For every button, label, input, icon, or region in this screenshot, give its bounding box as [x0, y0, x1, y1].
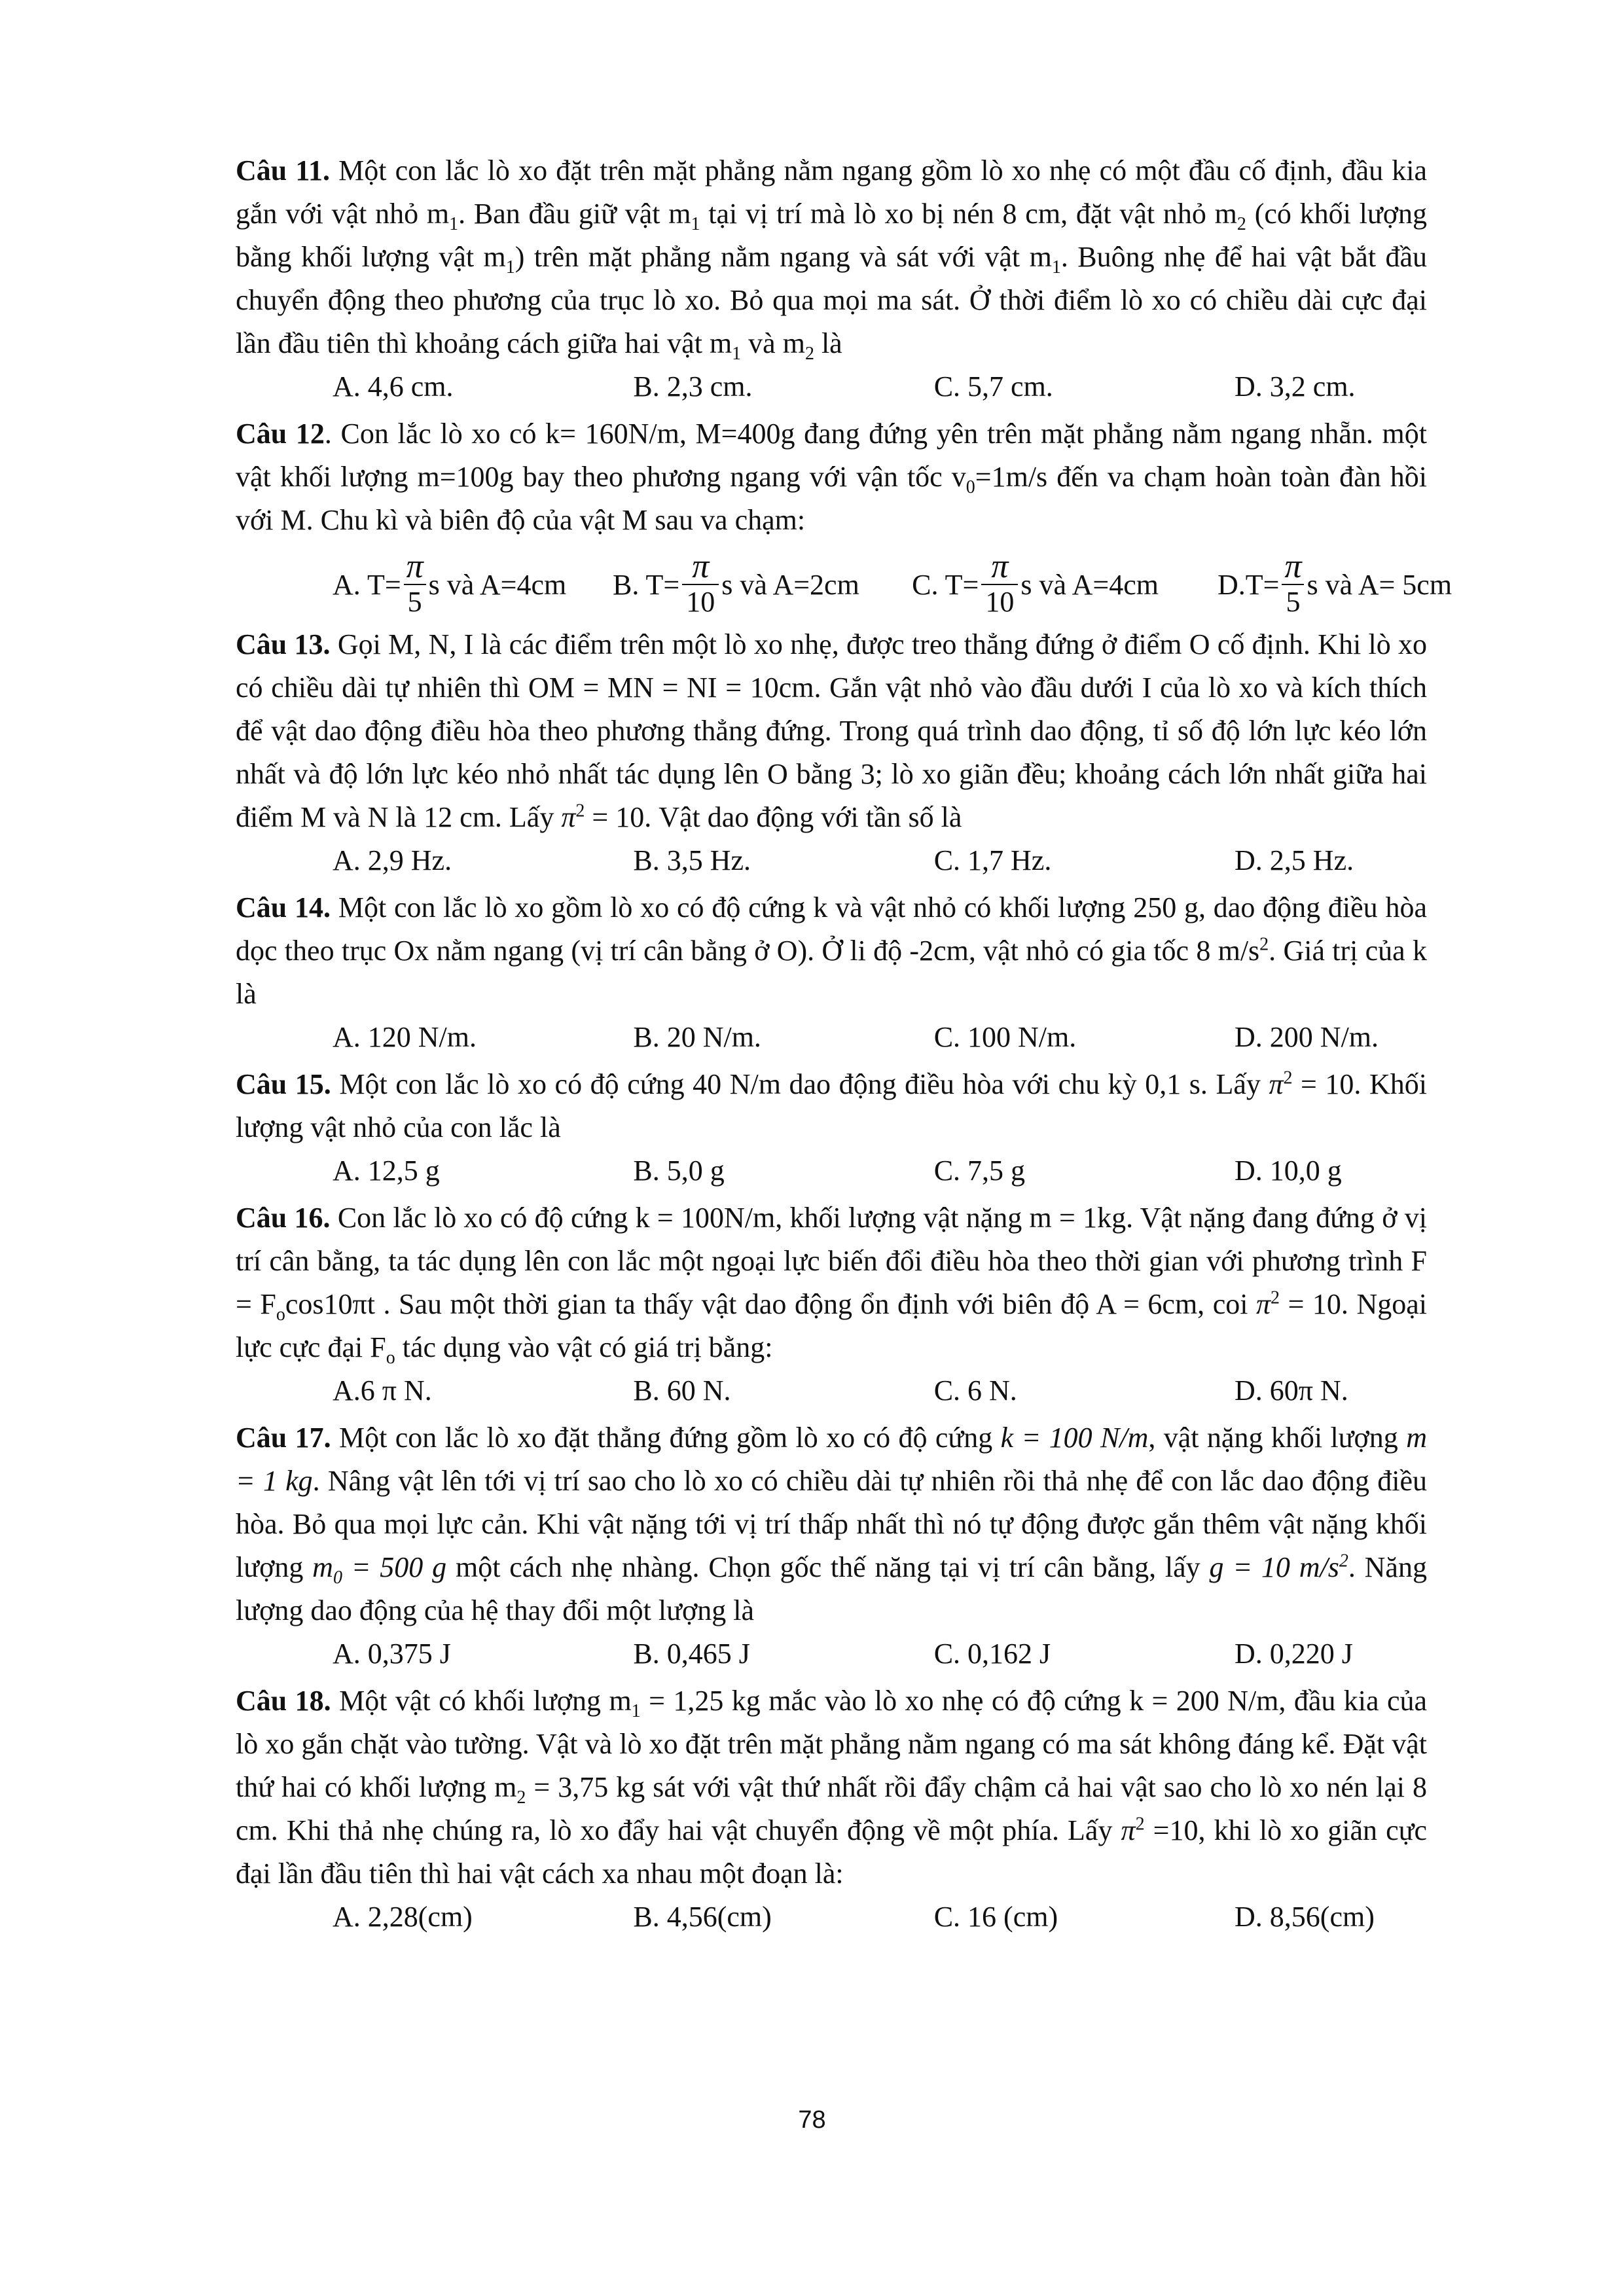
answer-options — [236, 1895, 1427, 1939]
question-15: Câu 15. Một con lắc lò xo có độ cứng 40 N/m dao động điều hòa với chu kỳ 0,1 s. Lấy $\pi^2 = 10$. Khối lượng vật nhỏ của con lắc là — [236, 1067, 1427, 1143]
question-label: Câu 13. — [236, 628, 331, 660]
option-a: A. 0,375 J — [333, 1638, 451, 1670]
option-d: D. 0,220 J — [1235, 1638, 1353, 1670]
option-d: D. 60π N. — [1235, 1374, 1348, 1407]
option-c: C. 1,7 Hz. — [933, 844, 1052, 876]
fraction: $\frac{\pi}{5}$ — [404, 550, 426, 619]
option-d: D. 3,2 cm. — [1235, 370, 1356, 403]
fraction: $\frac{\pi}{5}$ — [1282, 550, 1304, 619]
option-b: B. T= $\frac{\pi}{10}$ s và A=2cm — [612, 548, 859, 618]
option-c: C. 0,162 J — [933, 1638, 1051, 1670]
option-c: C. 6 N. — [933, 1374, 1017, 1407]
question-label: Câu 18. — [236, 1685, 331, 1717]
question-18: Câu 18. Một vật có khối lượng $m_1 = 1,25$ kg mắc vào lò xo nhẹ có độ cứng k = 200 N/m, đầu kia của lò xo gắn chặt vào tường. Vật và lò xo đặt trên mặt phẳng nằm ngang có ma sát không đáng kể. Đặt vật thứ hai có khối lượng $m_2 = 3,75$ kg sát với vật thứ nhất rồi đẩy chậm cả hai vật sao cho lò xo nén lại 8 cm. Khi thả nhẹ chúng ra, lò xo đẩy hai vật chuyển động về một phía. Lấy $\pi^2 =10$, khi lò xo giãn cực đại lần đầu tiên thì hai vật cách xa nhau một đoạn là: — [236, 1685, 1428, 1890]
answer-options — [236, 365, 1427, 408]
option-a: A. T= $\frac{\pi}{5}$ s và A=4cm — [333, 548, 567, 618]
option-d: D. 2,5 Hz. — [1235, 844, 1354, 876]
question-14: Câu 14. Một con lắc lò xo gồm lò xo có độ cứng k và vật nhỏ có khối lượng 250 g, dao động điều hòa dọc theo trục Ox nằm ngang (vị trí cân bằng ở O). Ở li độ -2cm, vật nhỏ có gia tốc 8 $m/s^2$. Giá trị của k là — [236, 891, 1427, 1010]
answer-options — [236, 1369, 1427, 1412]
option-b: B. 20 N/m. — [633, 1021, 761, 1053]
option-a: A. 4,6 cm. — [333, 370, 454, 403]
option-c: C. 5,7 cm. — [933, 370, 1053, 403]
option-d: D. 10,0 g — [1235, 1155, 1342, 1187]
question-label: Câu 15. — [236, 1068, 331, 1100]
answer-options — [236, 548, 1453, 619]
mass-expression: m = 1 kg — [236, 1422, 1427, 1497]
answer-options — [236, 839, 1427, 882]
stiffness-expression: k = 100 N/m — [1000, 1422, 1149, 1454]
option-a: A. 12,5 g — [333, 1155, 440, 1187]
fraction: $\frac{\pi}{10}$ — [981, 550, 1018, 619]
question-label: Câu 11. — [236, 154, 330, 187]
answer-options — [236, 1632, 1427, 1676]
fraction: $\frac{\pi}{10}$ — [682, 550, 719, 619]
option-a: A.6 π N. — [333, 1374, 432, 1407]
question-label: Câu 17. — [236, 1422, 331, 1454]
option-b: B. 4,56(cm) — [633, 1901, 772, 1933]
question-label: Câu 16. — [236, 1202, 331, 1234]
question-11: Câu 11. Một con lắc lò xo đặt trên mặt phẳng nằm ngang gồm lò xo nhẹ có một đầu cố định, đầu kia gắn với vật nhỏ $m_1$. Ban đầu giữ vật $m_1$ tại vị trí mà lò xo bị nén 8 cm, đặt vật nhỏ $m_2$ (có khối lượng bằng khối lượng vật $m_1$) trên mặt phẳng nằm ngang và sát với vật $m_1$. Buông nhẹ để hai vật bắt đầu chuyển động theo phương của trục lò xo. Bỏ qua mọi ma sát. Ở thời điểm lò xo có chiều dài cực đại lần đầu tiên thì khoảng cách giữa hai vật $m_1$ và $m_2$ là — [236, 154, 1428, 364]
option-b: B. 60 N. — [633, 1374, 731, 1407]
question-label: Câu 14. — [236, 891, 331, 924]
force-formula: $F = F_o\cos 10\pi t$ — [236, 1245, 1427, 1325]
option-b: B. 5,0 g — [633, 1155, 725, 1187]
option-c: C. 100 N/m. — [933, 1021, 1077, 1053]
question-12: Câu 12. Con lắc lò xo có k= 160N/m, M=400g đang đứng yên trên mặt phẳng nằm ngang nhẵn. một vật khối lượng m=100g bay theo phương ngang với vận tốc $v_0=1m/s$ đến va chạm hoàn toàn đàn hồi với M. Chu kì và biên độ của vật M sau va chạm: — [236, 418, 1428, 536]
option-b: B. 0,465 J — [633, 1638, 750, 1670]
option-c: C. 7,5 g — [933, 1155, 1026, 1187]
option-a: A. 2,28(cm) — [333, 1901, 473, 1933]
option-a: A. 2,9 Hz. — [333, 844, 452, 876]
m0-expression: $m_0 = 500$ g — [312, 1551, 447, 1588]
option-c: C. T= $\frac{\pi}{10}$ s và A=4cm — [912, 548, 1159, 618]
question-13: Câu 13. Gọi M, N, I là các điểm trên một lò xo nhẹ, được treo thẳng đứng ở điểm O cố định. Khi lò xo có chiều dài tự nhiên thì OM = MN = NI = 10cm. Gắn vật nhỏ vào đầu dưới I của lò xo và kích thích để vật dao động điều hòa theo phương thẳng đứng. Trong quá trình dao động, tỉ số độ lớn lực kéo lớn nhất và độ lớn lực kéo nhỏ nhất tác dụng lên O bằng 3; lò xo giãn đều; khoảng cách lớn nhất giữa hai điểm M và N là 12 cm. Lấy $\pi^2 = 10$. Vật dao động với tần số là — [236, 628, 1428, 833]
option-a: A. 120 N/m. — [333, 1021, 477, 1053]
question-16: Câu 16. Con lắc lò xo có độ cứng k = 100N/m, khối lượng vật nặng m = 1kg. Vật nặng đang đứng ở vị trí cân bằng, ta tác dụng lên con lắc một ngoại lực biến đổi điều hòa theo thời gian với phương trình $F = F_o\cos 10\pi t$ . Sau một thời gian ta thấy vật dao động ổn định với biên độ A = 6cm, coi $\pi^2 = 10$. Ngoại lực cực đại $F_o$ tác dụng vào vật có giá trị bằng: — [236, 1202, 1428, 1368]
option-c: C. 16 (cm) — [933, 1901, 1058, 1933]
question-17: Câu 17. Một con lắc lò xo đặt thẳng đứng gồm lò xo có độ cứng k = 100 N/m, vật nặng khối lượng m = 1 kg. Nâng vật lên tới vị trí sao cho lò xo có chiều dài tự nhiên rồi thả nhẹ để con lắc dao động điều hòa. Bỏ qua mọi lực cản. Khi vật nặng tới vị trí thấp nhất thì nó tự động được gắn thêm vật nặng khối lượng $m_0 = 500$ g một cách nhẹ nhàng. Chọn gốc thế năng tại vị trí cân bằng, lấy g = 10 $m/s^2$. Năng lượng dao động của hệ thay đổi một lượng là — [236, 1422, 1427, 1626]
option-d: D.T= $\frac{\pi}{5}$ s và A= 5cm — [1218, 548, 1453, 618]
option-b: B. 2,3 cm. — [633, 370, 753, 403]
option-b: B. 3,5 Hz. — [633, 844, 751, 876]
question-label: Câu 12 — [236, 418, 325, 450]
option-d: D. 200 N/m. — [1235, 1021, 1379, 1053]
page-content — [236, 149, 1453, 1943]
page-number: 78 — [798, 2106, 826, 2134]
gravity-expression: g = 10 $m/s^2$ — [1209, 1551, 1348, 1583]
answer-options — [236, 1016, 1427, 1059]
option-d: D. 8,56(cm) — [1235, 1901, 1375, 1933]
answer-options — [236, 1149, 1427, 1193]
